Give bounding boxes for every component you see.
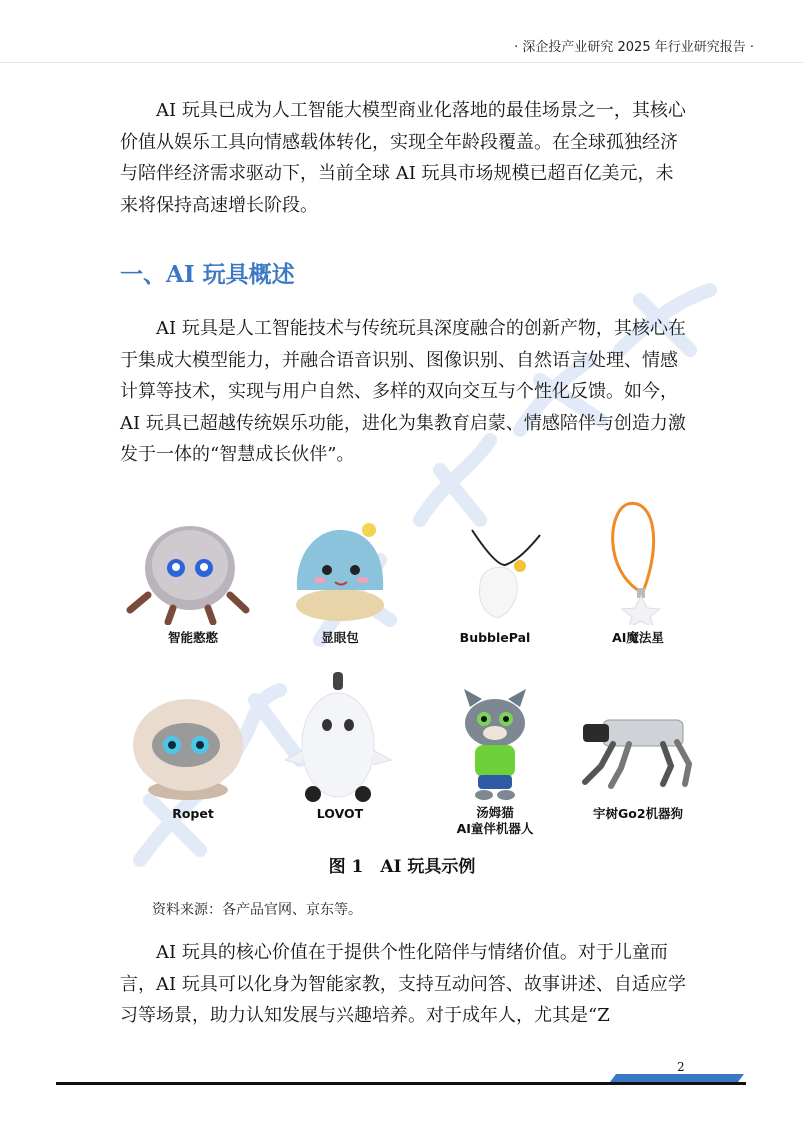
- toy-image-tom-cat: [420, 685, 570, 835]
- value-paragraph: AI 玩具的核心价值在于提供个性化陪伴与情绪价值。对于儿童而言，AI 玩具可以化身为智能家教，支持互动问答、故事讲述、自适应学习等场景，助力认知发展与兴趣培养。对于成年人，尤其是“Z: [120, 942, 686, 1026]
- figure-title: 图 1 AI 玩具示例: [328, 857, 476, 877]
- toy-image-bubblepal: [420, 510, 570, 660]
- cat-robot-icon: [420, 685, 570, 805]
- toy-image-xianyanbao: [265, 510, 415, 660]
- toy-image-magic-star: [563, 500, 713, 650]
- section-heading: 一、AI 玩具概述: [120, 261, 295, 288]
- lovot-robot-icon: [265, 670, 415, 805]
- toy-image-hanhan: [118, 510, 268, 660]
- header-divider: [0, 62, 804, 63]
- toy-caption: 智能憨憨: [167, 630, 218, 645]
- toy-caption: 宇树Go2机器狗: [592, 806, 684, 821]
- robot-dog-icon: [563, 700, 713, 805]
- toy-image-ropet: [118, 690, 268, 840]
- toy-caption: Ropet: [172, 806, 214, 821]
- toy-caption: 汤姆猫: [476, 805, 514, 820]
- running-header: · 深企投产业研究 2025 年行业研究报告 ·: [514, 40, 754, 55]
- footer-accent-bar: [610, 1074, 744, 1082]
- fluffy-ball-icon: [118, 510, 268, 625]
- pendant-icon: [420, 510, 570, 625]
- footer-divider: [56, 1082, 746, 1085]
- overview-paragraph: AI 玩具是人工智能技术与传统玩具深度融合的创新产物，其核心在于集成大模型能力，并融合语音识别、图像识别、自然语言处理、情感计算等技术，实现与用户自然、多样的双向交互与个性化反馈。如今，AI 玩具已超越传统娱乐功能，进化为集教育启蒙、情感陪伴与创造力激发于一体的“智慧成长伙伴”。: [120, 318, 686, 465]
- toy-image-robot-dog: [563, 700, 713, 850]
- intro-paragraph: AI 玩具已成为人工智能大模型商业化落地的最佳场景之一，其核心价值从娱乐工具向情感载体转化，实现全年龄段覆盖。在全球孤独经济与陪伴经济需求驱动下，当前全球 AI 玩具市场规模已超百亿美元，未来将保持高速增长阶段。: [120, 100, 686, 216]
- plush-bun-icon: [265, 510, 415, 625]
- toy-caption: BubblePal: [459, 630, 531, 645]
- robot-pet-icon: [118, 690, 268, 805]
- figure-source: 资料来源：各产品官网、京东等。: [152, 902, 362, 918]
- toy-caption-line2: AI童伴机器人: [456, 821, 534, 836]
- star-charm-icon: [563, 500, 713, 625]
- toy-image-lovot: [265, 670, 415, 820]
- toy-caption: AI魔法星: [612, 630, 664, 645]
- toy-caption: 显眼包: [321, 630, 359, 645]
- page-number: 2: [677, 1060, 685, 1074]
- toy-caption: LOVOT: [316, 806, 364, 821]
